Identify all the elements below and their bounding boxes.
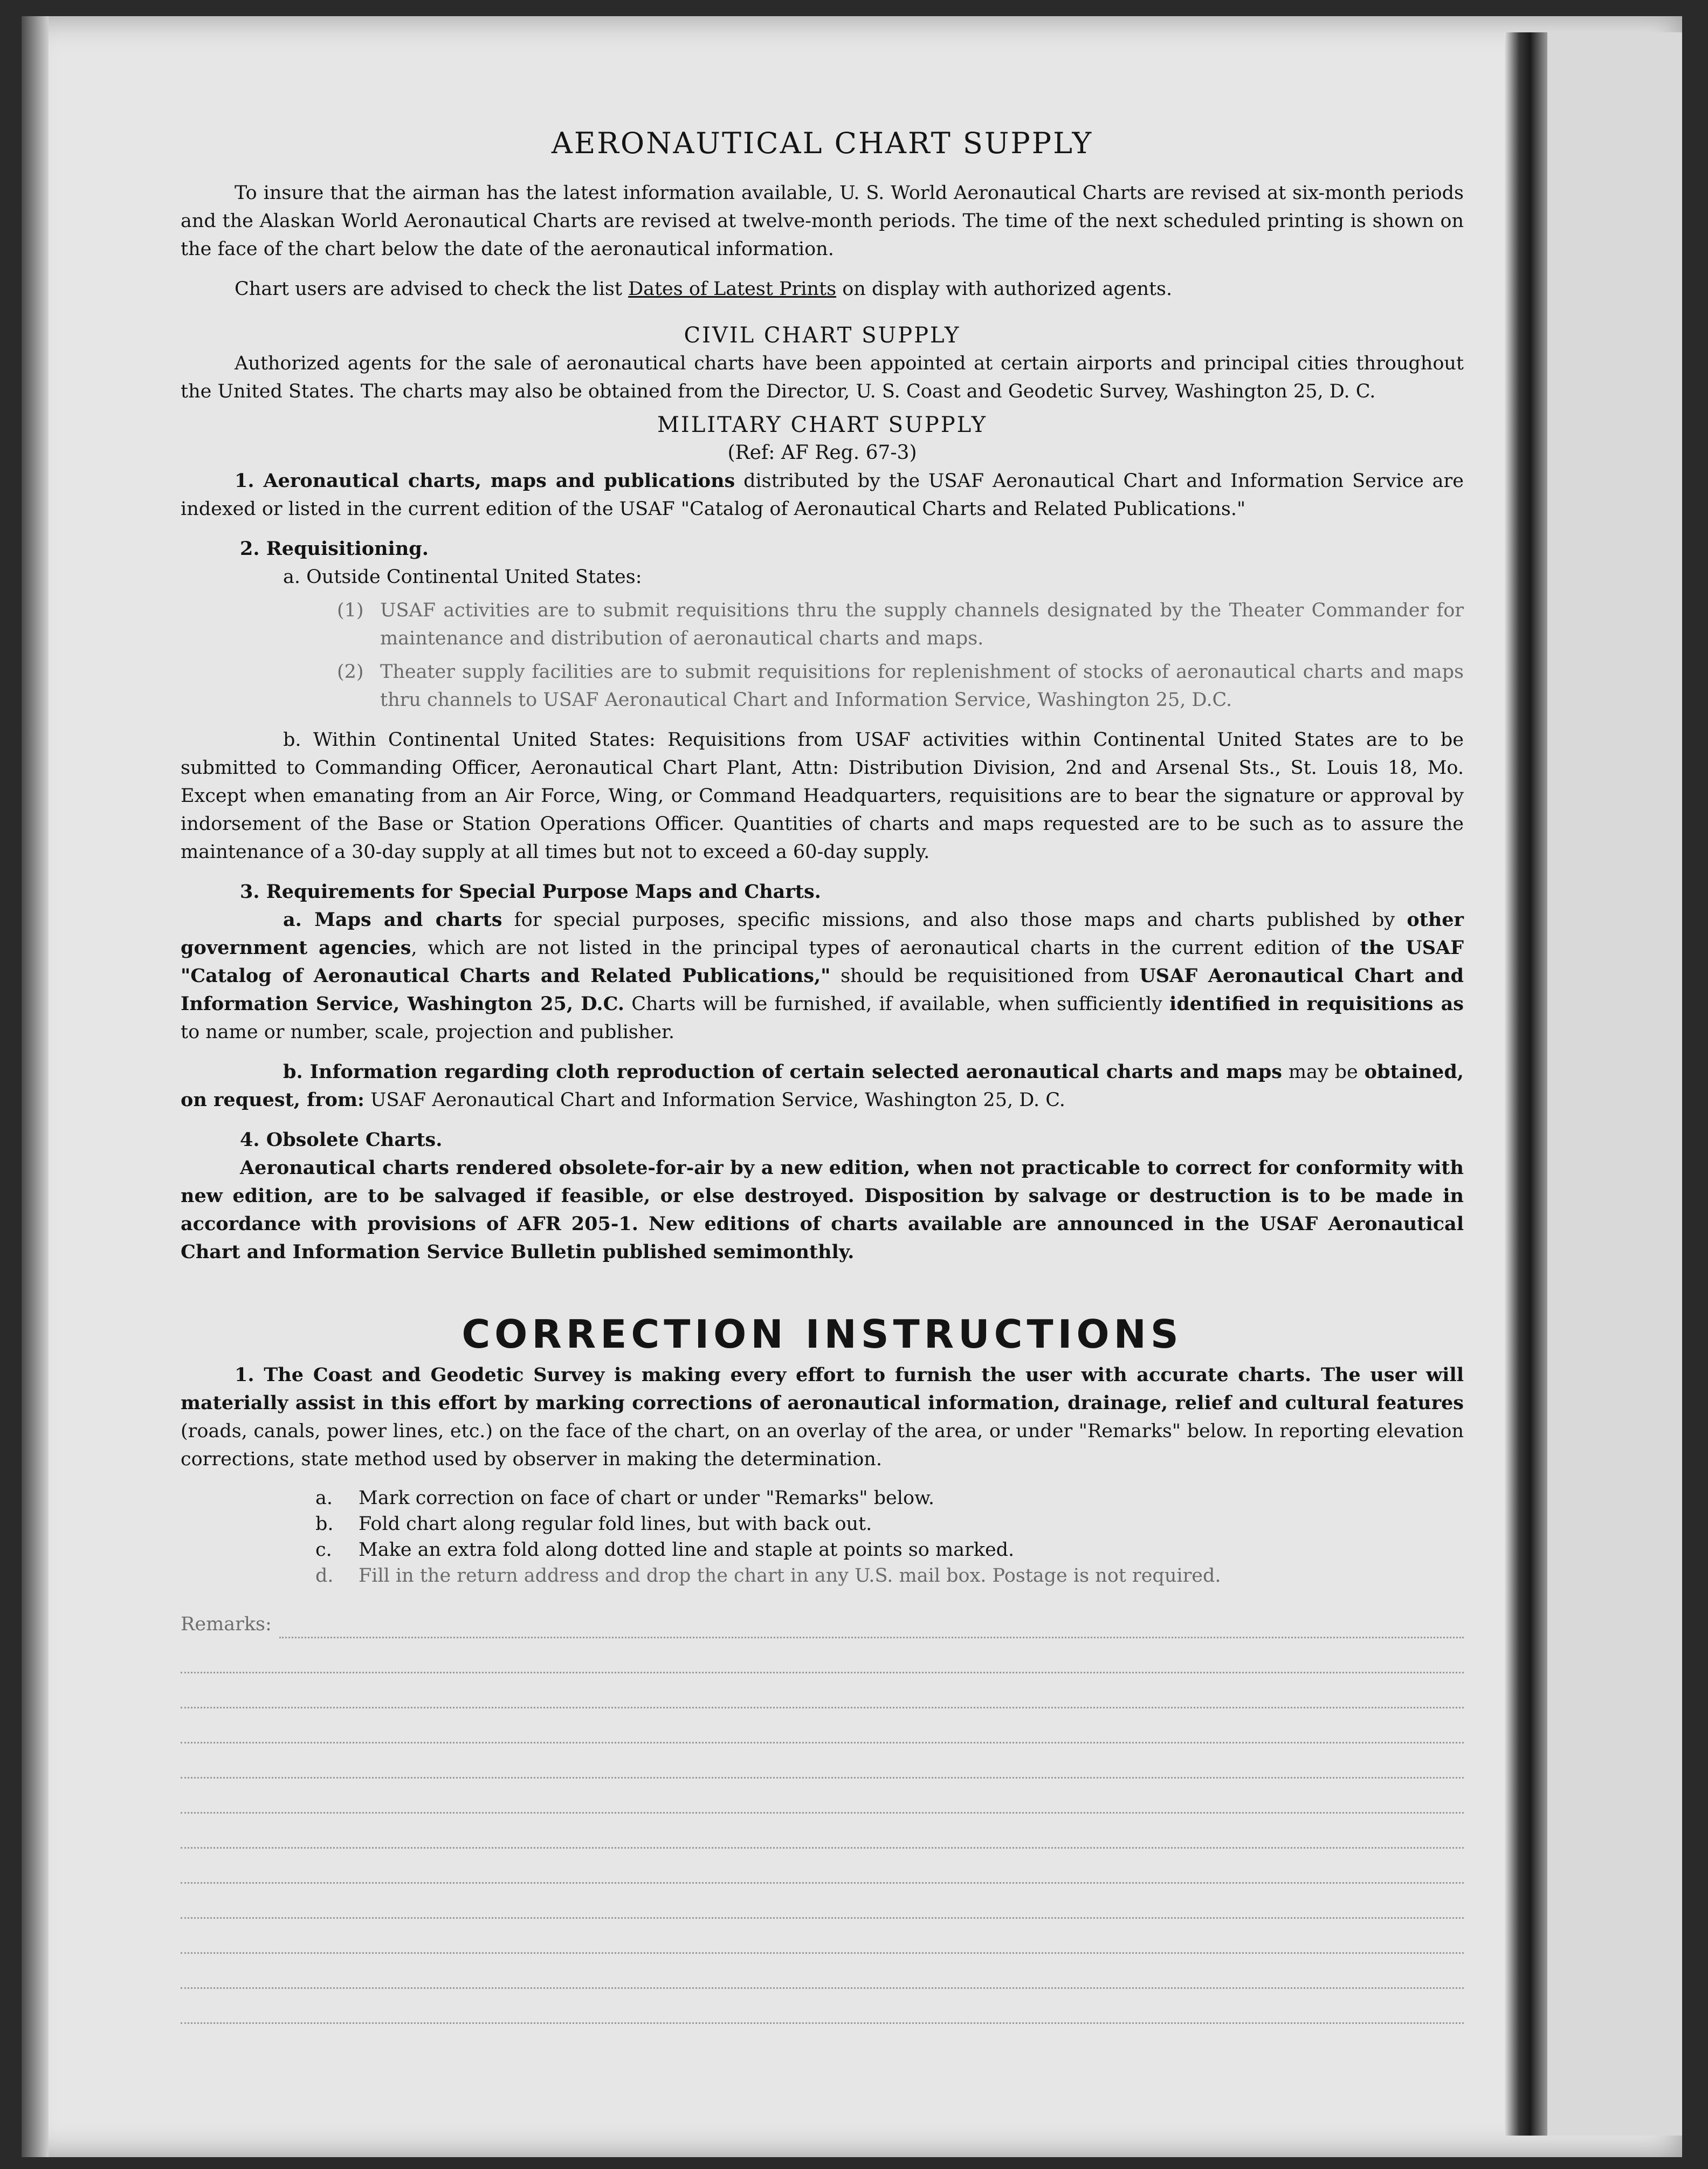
item-text: Fold chart along regular fold lines, but with back out. — [359, 1513, 872, 1535]
intro-paragraph: To insure that the airman has the latest information available, U. S. World Aeronautical Charts are revised at six-month periods and the Alaskan World Aeronautical Charts are revised at twelve-month periods. The time of the next scheduled printing is shown on the face of the chart below the date of the aeronautical information. — [181, 182, 1464, 260]
item-2a2-text: Theater supply facilities are to submit requisitions for replenishment of stocks of aeronautical charts and maps thru channels to USAF Aeronautical Chart and Information Service, Washington 25, D.C. — [380, 661, 1464, 711]
item-3a-bold4: identified in requisitions as — [1169, 993, 1464, 1015]
remarks-line[interactable] — [181, 1673, 1464, 1708]
right-scan-edge — [1504, 32, 1547, 2136]
remarks-line[interactable] — [181, 1744, 1464, 1779]
remarks-line[interactable] — [181, 1989, 1464, 2024]
item-3a — [181, 906, 1464, 1046]
page-title: AERONAUTICAL CHART SUPPLY — [551, 126, 1093, 160]
civil-paragraph: Authorized agents for the sale of aeronautical charts have been appointed at certain airports and principal cities throughout the United States. The charts may also be obtained from the Director, U. S. Coast and Geodetic Survey, Washington 25, D. C. — [181, 353, 1464, 402]
item-3b-end: USAF Aeronautical Chart and Information Service, Washington 25, D. C. — [364, 1089, 1065, 1111]
correction-list — [181, 1485, 1464, 1589]
item-key: a. — [315, 1487, 333, 1509]
item-3b-bold: obtained, on request, from: — [181, 1061, 1464, 1111]
intro-advice — [181, 275, 1464, 303]
dates-latest-prints: Dates of Latest Prints — [628, 278, 837, 300]
item-1-text: distributed by the USAF Aeronautical Chart and Information Service are indexed or listed in the current edition of the USAF "Catalog of Aeronautical Charts and Related Publications." — [181, 470, 1464, 520]
remarks-section — [181, 1610, 1464, 2024]
intro-advice-pre: Chart users are advised to check the list — [235, 278, 629, 300]
remarks-line[interactable] — [181, 1919, 1464, 1954]
item-3a-lead: a. Maps and charts — [283, 909, 502, 931]
item-3a-mid2: , which are not listed in the principal types of aeronautical charts in the current edition of — [411, 937, 1360, 959]
item-3b-mid: may be — [1282, 1061, 1365, 1083]
remarks-first-line — [181, 1610, 1464, 1638]
remarks-line[interactable] — [181, 1884, 1464, 1919]
item-2a1 — [181, 596, 1464, 653]
document-body — [181, 126, 1464, 2024]
correction-item-a — [315, 1485, 1464, 1511]
remarks-line[interactable] — [181, 1954, 1464, 1989]
item-2-heading: 2. Requisitioning. — [240, 538, 429, 560]
correction-item-d — [315, 1563, 1464, 1589]
item-3a-bold3: USAF Aeronautical Chart and Information Service, Washington 25, D.C. — [181, 965, 1464, 1015]
item-4-heading: 4. Obsolete Charts. — [240, 1129, 443, 1151]
civil-heading: CIVIL CHART SUPPLY — [684, 323, 961, 348]
item-2a1-text: USAF activities are to submit requisitions thru the supply channels designated by the Theater Commander for maintenance and distribution of aeronautical charts and maps. — [380, 600, 1464, 649]
correction-normal: (roads, canals, power lines, etc.) on the face of the chart, on an overlay of the area, or under "Remarks" below. In reporting elevation corrections, state method used by observer in making the determination. — [181, 1420, 1464, 1470]
item-3a-mid3: should be requisitioned from — [830, 965, 1140, 987]
item-2a1-num: (1) — [337, 600, 364, 621]
item-key: d. — [315, 1565, 334, 1587]
item-3a-mid4: Charts will be furnished, if available, when sufficiently — [624, 993, 1170, 1015]
item-2b: b. Within Continental United States: Requisitions from USAF activities within Continental United States are to be submitted to Commanding Officer, Aeronautical Chart Plant, Attn: Distribution Division, 2nd and Arsenal Sts., St. Louis 18, Mo. Except when emanating from an Air Force, Wing, or Command Headquarters, requisitions are to bear the signature or approval by indorsement of the Base or Station Operations Officer. Quantities of charts and maps requested are to be such as to assure the maintenance of a 30-day supply at all times but not to exceed a 60-day supply. — [181, 729, 1464, 863]
correction-item-b — [315, 1511, 1464, 1537]
item-text: Mark correction on face of chart or under "Remarks" below. — [359, 1487, 934, 1509]
item-3-heading: 3. Requirements for Special Purpose Maps and Charts. — [240, 881, 821, 903]
left-scan-edge — [22, 16, 49, 2157]
item-2a: a. Outside Continental United States: — [283, 566, 642, 588]
item-1-lead: 1. Aeronautical charts, maps and publications — [235, 470, 735, 492]
correction-paragraph — [181, 1361, 1464, 1473]
item-text: Fill in the return address and drop the chart in any U.S. mail box. Postage is not required. — [359, 1565, 1221, 1587]
item-3b-lead: b. Information regarding cloth reproduction of certain selected aeronautical charts and maps — [283, 1061, 1282, 1083]
item-2a2 — [181, 658, 1464, 714]
military-heading: MILITARY CHART SUPPLY — [657, 413, 988, 437]
item-3b — [181, 1058, 1464, 1114]
remarks-line[interactable] — [181, 1779, 1464, 1814]
item-3a-bold2: the USAF "Catalog of Aeronautical Charts and Related Publications," — [181, 937, 1464, 987]
right-margin — [1547, 32, 1682, 2136]
remarks-line[interactable] — [181, 1708, 1464, 1744]
item-3a-end: to name or number, scale, projection and publisher. — [181, 1021, 675, 1043]
remarks-line[interactable] — [181, 1814, 1464, 1849]
military-item-1 — [181, 467, 1464, 523]
correction-bold: 1. The Coast and Geodetic Survey is making every effort to furnish the user with accurate charts. The user will materially assist in this effort by marking corrections of aeronautical information, drainage, relief and cultural features — [181, 1364, 1464, 1414]
remarks-label: Remarks: — [181, 1614, 272, 1635]
correction-heading: CORRECTION INSTRUCTIONS — [462, 1312, 1183, 1357]
item-key: c. — [315, 1539, 332, 1561]
item-2a2-num: (2) — [337, 661, 364, 683]
item-text: Make an extra fold along dotted line and staple at points so marked. — [359, 1539, 1015, 1561]
remarks-line[interactable] — [181, 1849, 1464, 1884]
military-ref: (Ref: AF Reg. 67-3) — [727, 442, 917, 464]
remarks-line[interactable] — [181, 1638, 1464, 1673]
intro-advice-post: on display with authorized agents. — [836, 278, 1173, 300]
remarks-line[interactable] — [279, 1615, 1464, 1638]
item-key: b. — [315, 1513, 334, 1535]
correction-item-c — [315, 1537, 1464, 1563]
item-3a-bold1: other government agencies — [181, 909, 1464, 959]
item-4-text: Aeronautical charts rendered obsolete-for-air by a new edition, when not practicable to correct for conformity with new edition, are to be salvaged if feasible, or else destroyed. Disposition by salvage or destruction is to be made in accordance with provisions of AFR 205-1. New editions of charts available are announced in the USAF Aeronautical Chart and Information Service Bulletin published semimonthly. — [181, 1157, 1464, 1263]
item-3a-mid1: for special purposes, specific missions, and also those maps and charts published by — [502, 909, 1407, 931]
